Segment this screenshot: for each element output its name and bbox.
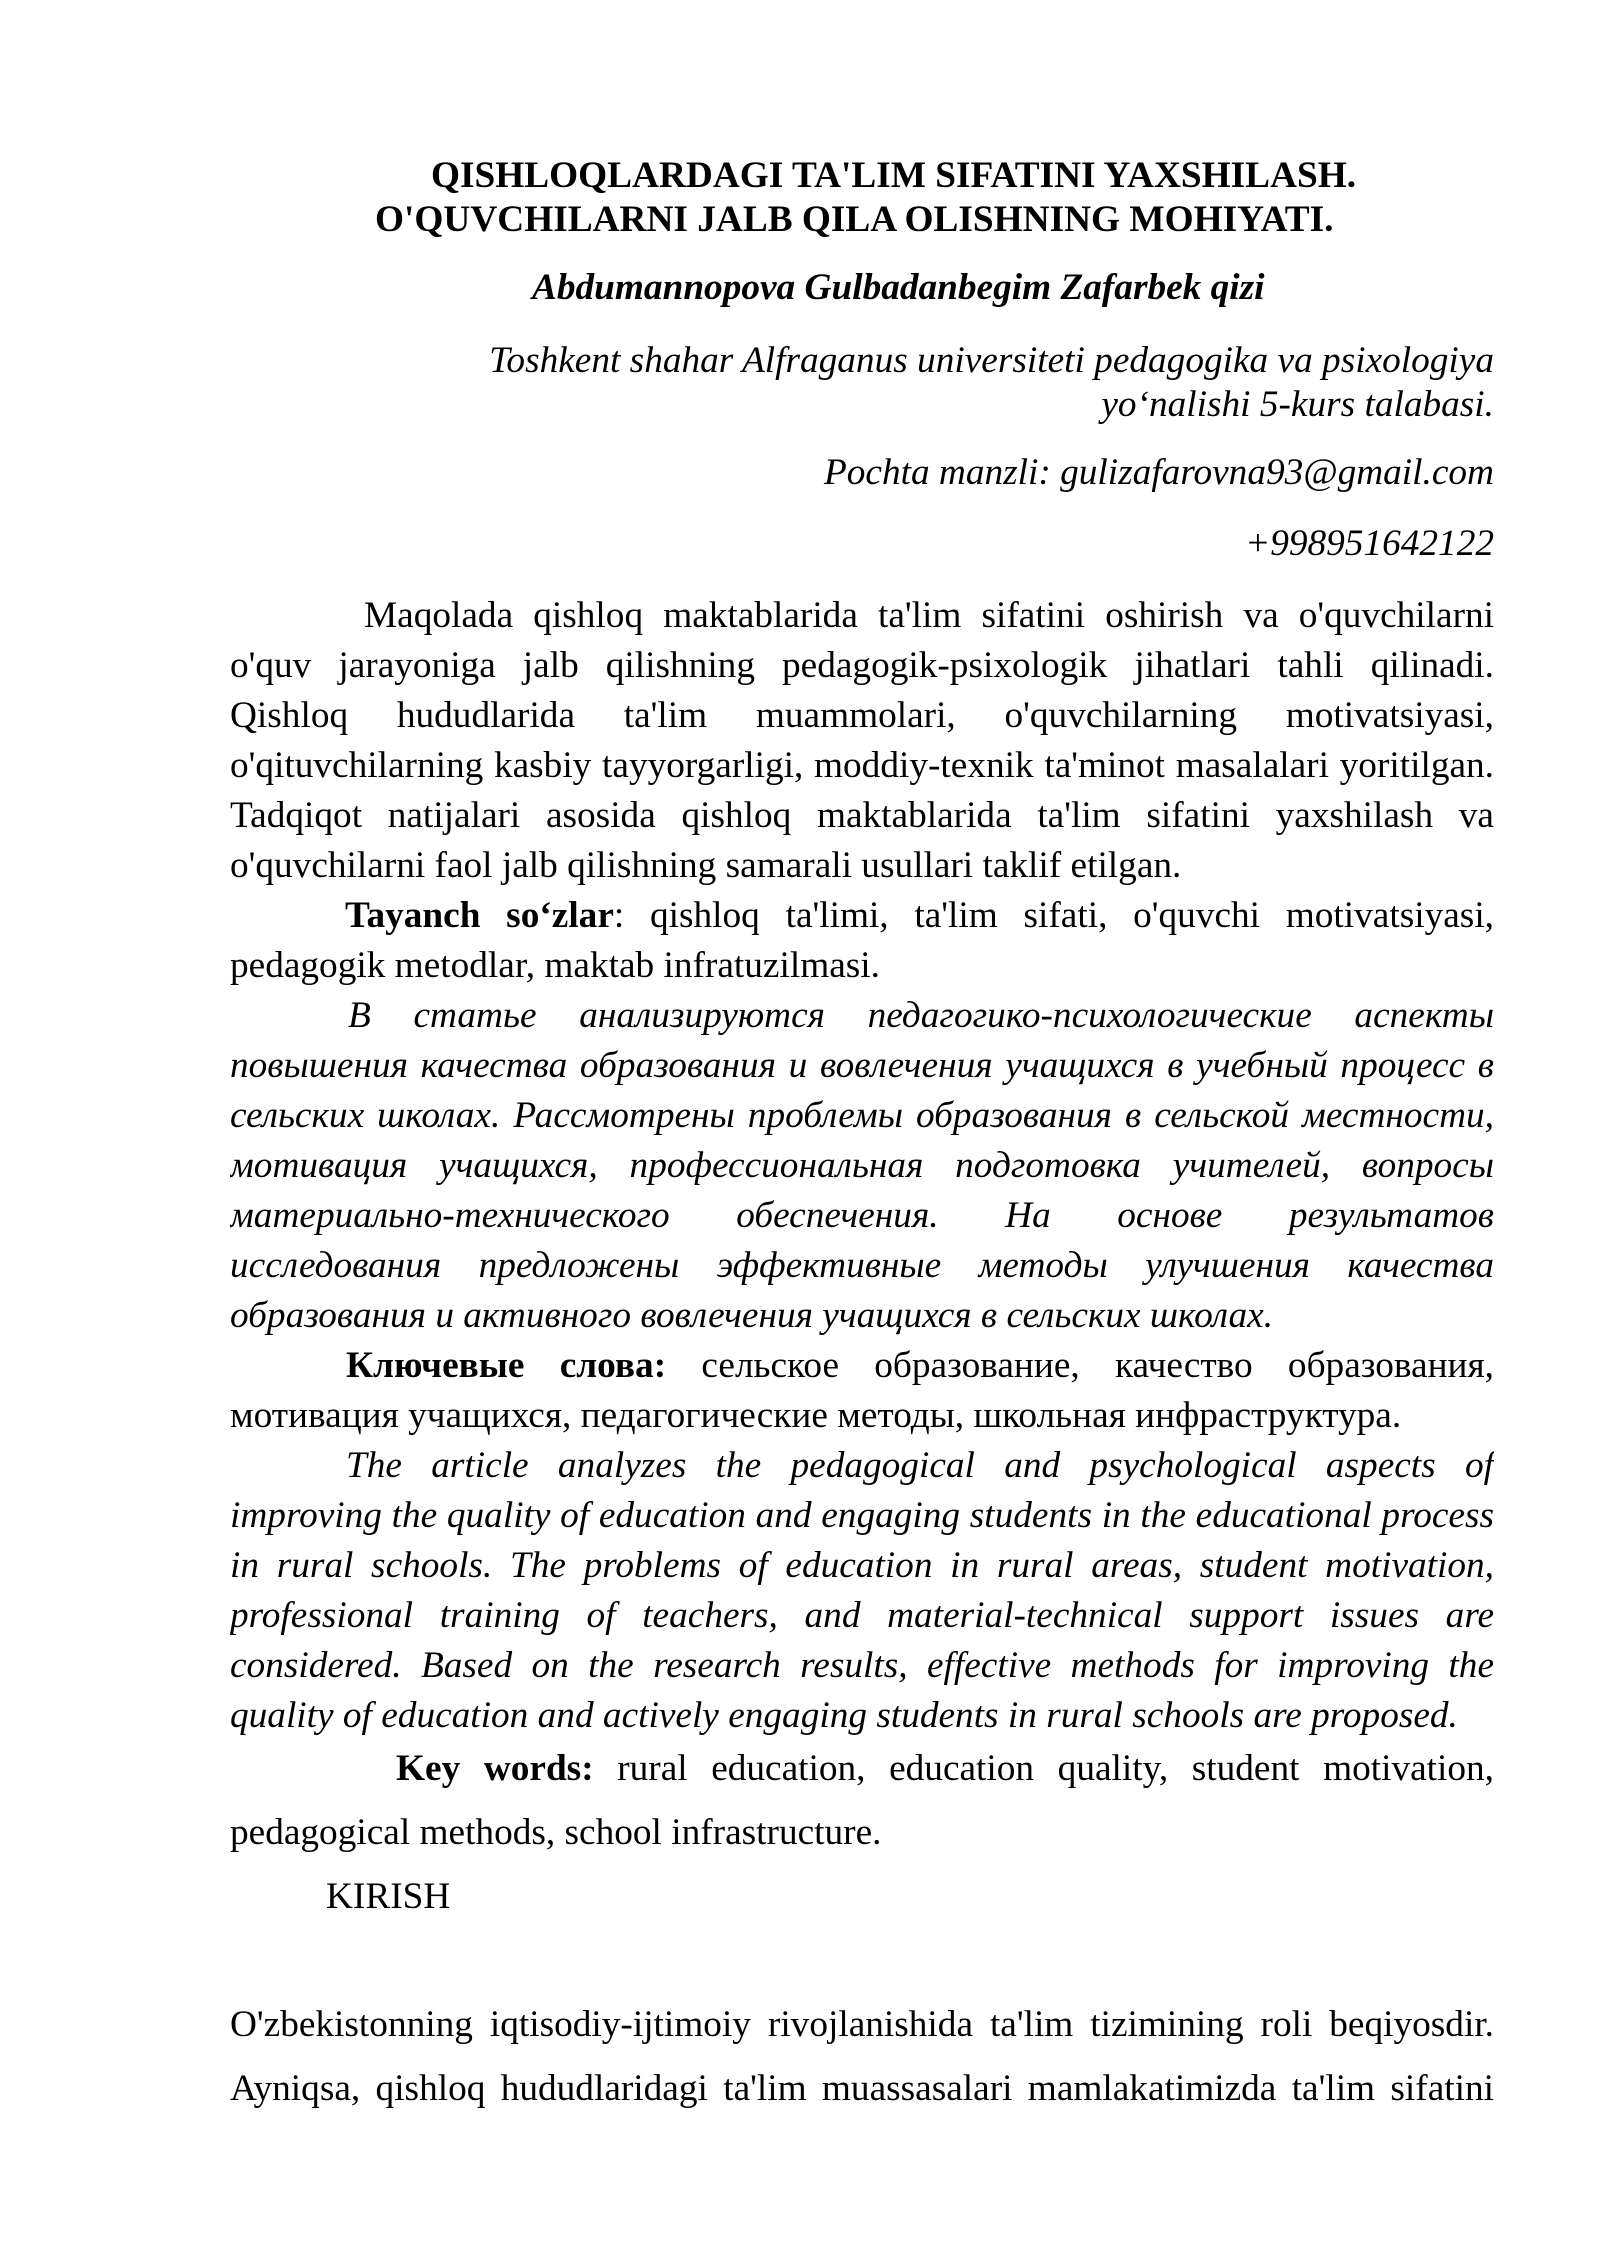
keywords-en-line: pedagogical methods, school infrastructure.: [230, 1812, 882, 1853]
section-heading: KIRISH: [326, 1876, 451, 1917]
abstract-ru-line: повышения качества образования и вовлечения учащихся в учебный процесс в: [230, 1045, 1494, 1086]
abstract-uz-line: o'qituvchilarning kasbiy tayyorgarligi, moddiy-texnik ta'minot masalalari yoritilgan.: [230, 745, 1494, 786]
abstract-ru-line: мотивация учащихся, профессиональная подготовка учителей, вопросы: [230, 1145, 1494, 1186]
abstract-en-line: improving the quality of education and engaging students in the educational process: [230, 1495, 1494, 1536]
keywords-uz: [230, 891, 1494, 991]
keywords-uz-text: : qishloq ta'limi, ta'lim sifati, o'quvchi motivatsiyasi,: [613, 895, 1494, 936]
abstract-uz-line: Maqolada qishloq maktablarida ta'lim sifatini oshirish va o'quvchilarni: [364, 595, 1494, 636]
author-name: Abdumannopova Gulbadanbegim Zafarbek qizi: [532, 267, 1265, 308]
keywords-ru-text: сельское образование, качество образования,: [666, 1345, 1494, 1386]
abstract-en-line: professional training of teachers, and material-technical support issues are: [230, 1595, 1494, 1636]
abstract-en: [230, 1441, 1494, 1741]
keywords-en-line: [230, 1737, 1494, 1801]
keywords-uz-line: pedagogik metodlar, maktab infratuzilmasi.: [230, 945, 880, 986]
abstract-uz-line: Tadqiqot natijalari asosida qishloq maktablarida ta'lim sifatini yaxshilash va: [230, 795, 1494, 836]
abstract-en-line: in rural schools. The problems of education in rural areas, student motivation,: [230, 1545, 1494, 1586]
keywords-ru-line: мотивация учащихся, педагогические методы, школьная инфраструктура.: [230, 1395, 1402, 1436]
title-line-1: QISHLOQLARDAGI TA'LIM SIFATINI YAXSHILASH.: [431, 155, 1357, 196]
author-email: Pochta manzli: gulizafarovna93@gmail.com: [823, 452, 1494, 493]
keywords-ru-label: Ключевые слова:: [346, 1345, 667, 1386]
abstracts-section: [230, 591, 1494, 1741]
abstract-en-line: The article analyzes the pedagogical and psychological aspects of: [346, 1445, 1494, 1486]
keywords-ru: [230, 1341, 1494, 1441]
keywords-uz-line: [230, 891, 1494, 941]
keywords-uz-label: Tayanch so‘zlar: [345, 895, 614, 936]
main-section: [230, 1737, 1494, 2121]
keywords-en-label: Key words:: [396, 1748, 594, 1789]
abstract-uz-line: o'quv jarayoniga jalb qilishning pedagogik-psixologik jihatlari tahli qilinadi.: [230, 645, 1494, 686]
affiliation-line-1: Toshkent shahar Alfraganus universiteti pedagogika va psixologiya: [489, 340, 1494, 381]
abstract-uz-line: Qishloq hududlarida ta'lim muammolari, o'quvchilarning motivatsiyasi,: [230, 695, 1494, 736]
affiliation-line-2: yo‘nalishi 5-kurs talabasi.: [1101, 384, 1494, 425]
abstract-ru-line: сельских школах. Рассмотрены проблемы образования в сельской местности,: [230, 1095, 1494, 1136]
body-line: O'zbekistonning iqtisodiy-ijtimoiy rivojlanishida ta'lim tizimining roli beqiyosdir.: [230, 2004, 1494, 2045]
abstract-en-line: considered. Based on the research results, effective methods for improving the: [230, 1645, 1494, 1686]
abstract-ru-line: В статье анализируются педагогико-психологические аспекты: [348, 995, 1494, 1036]
body-paragraph: [230, 1993, 1494, 2121]
author-phone: +998951642122: [1245, 523, 1494, 564]
abstract-ru: [230, 991, 1494, 1341]
abstract-ru-line: исследования предложены эффективные методы улучшения качества: [230, 1245, 1494, 1286]
keywords-ru-line: [230, 1341, 1494, 1391]
abstract-uz-line: o'quvchilarni faol jalb qilishning samarali usullari taklif etilgan.: [230, 845, 1182, 886]
abstract-en-line: quality of education and actively engaging students in rural schools are proposed.: [230, 1695, 1458, 1736]
keywords-en-text: rural education, education quality, student motivation,: [593, 1748, 1494, 1789]
abstract-ru-line: материально-технического обеспечения. На основе результатов: [230, 1195, 1494, 1236]
keywords-en: [230, 1737, 1494, 1865]
abstract-ru-line: образования и активного вовлечения учащихся в сельских школах.: [230, 1295, 1274, 1336]
title-line-2: O'QUVCHILARNI JALB QILA OLISHNING MOHIYATI.: [375, 199, 1334, 240]
body-line: Ayniqsa, qishloq hududlaridagi ta'lim muassasalari mamlakatimizda ta'lim sifatini: [230, 2068, 1494, 2109]
abstract-uz: [230, 591, 1494, 891]
blank-line: [230, 1929, 1494, 1993]
